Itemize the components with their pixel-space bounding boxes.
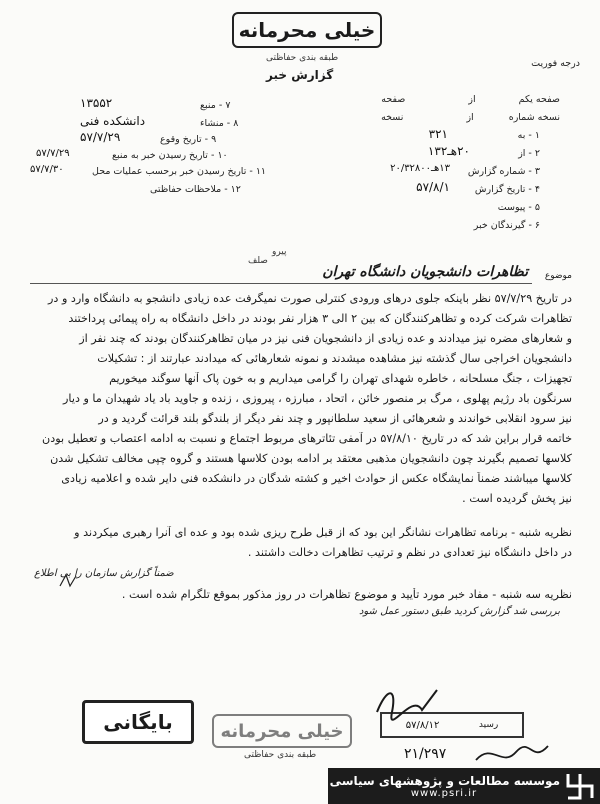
field-source-value: ۱۳۵۵۲ [80, 96, 113, 110]
classification-text: خیلی محرمانه [238, 18, 376, 42]
field-page: صفحه یکم از صفحه [381, 94, 560, 105]
handwritten-note: ضمناً گزارش سازمان را بی اطلاع [34, 568, 174, 579]
received-label: رسید [478, 720, 499, 730]
institute-name: موسسه مطالعات و پژوهشهای سیاسی [329, 773, 560, 788]
signature-icon [58, 572, 80, 590]
field-occurrence-value: ۵۷/۷/۲۹ [80, 130, 121, 144]
body-line: خاتمه قرار براین شد که در تاریخ ۵۷/۸/۱۰ در آمفی تئاترهای مربوط اجتماع و نسبت به ادامه اعتصاب و تعطیل بودن [42, 432, 572, 445]
field-occurrence-label: ۹ - تاریخ وقوع [160, 134, 217, 145]
body-line: کلاسها میباشند ضمناً نمایشگاه عکس از حوادث اخیر و کشته شدگان در دانشکده فنی دایر شده و اعلامیه زیادی [61, 472, 572, 485]
archive-stamp: بایگانی [82, 700, 194, 744]
institute-url: www.psri.ir [410, 787, 478, 799]
signature-icon [472, 740, 552, 770]
field-receipt-source-label: ۱۰ - تاریخ رسیدن خبر به منبع [112, 150, 228, 161]
handwritten-number: ۲۱/۲۹۷ [404, 746, 447, 762]
field-recipients-label: ۶ - گیرندگان خبر [473, 220, 540, 231]
subject-label: موضوع [544, 271, 572, 281]
field-to-value: ۳۲۱ [428, 127, 448, 141]
field-receipt-source-value: ۵۷/۷/۲۹ [36, 148, 70, 159]
field-from-label: ۲ - از [518, 148, 540, 159]
received-date: ۵۷/۸/۱۲ [405, 719, 440, 731]
body-line: سرنگون باد رژیم پهلوی ، مرگ بر منصور خائن ، اتحاد ، مبارزه ، پیروزی ، زنده و جاوید باد یاد شهیدان ما و دیار [63, 392, 572, 405]
field-to-label: ۱ - به [517, 130, 540, 141]
field-origin-label: ۸ - منشاء [200, 118, 239, 129]
subject-page-mark: صلف [248, 256, 268, 266]
institute-logo-bar [328, 768, 600, 804]
signature-icon [372, 682, 442, 722]
subject-page-mark2: پیرو [272, 247, 287, 257]
body-line: نیز پخش گردیده است . [462, 492, 572, 505]
analysis-line: نظریه شنبه - برنامه تظاهرات نشانگر این بود که از قبل طرح ریزی شده بود و عده ای آنرا رهبری میکردند و [74, 526, 572, 539]
field-origin-value: دانشکده فنی [80, 114, 146, 128]
body-line: نیز سرود انقلابی خواندند و شعرهائی از سعید سلطانپور و چند نفر دیگر از بلندگو بلند قرائت گردید و در [98, 412, 572, 425]
body-line: تظاهرات شرکت کرده و تظاهرکنندگان که بین ۲ الی ۳ هزار نفر بودند در داخل دانشگاه به راه پیمائی پرداختند [68, 312, 572, 325]
report-title: گزارش خبر [266, 68, 334, 82]
field-report-date-label: ۴ - تاریخ گزارش [474, 184, 540, 195]
field-attachment-label: ۵ - پیوست [497, 202, 540, 213]
urgency-label: درجه فوریت [531, 58, 580, 69]
subject-value: تظاهرات دانشجویان دانشگاه تهران [322, 264, 528, 280]
field-receipt-ops-label: ۱۱ - تاریخ رسیدن خبر برحسب عملیات محل [92, 166, 267, 177]
analysis-line: در داخل دانشگاه نیز تعدادی در نظم و ترتیب تظاهرات دخالت داشتند . [247, 546, 572, 559]
analysis-line: نظریه سه شنبه - مفاد خبر مورد تأیید و موضوع تظاهرات در روز مذکور بموقع تلگرام شده است . [121, 588, 572, 601]
field-security-notes-label: ۱۲ - ملاحظات حفاظتی [150, 184, 241, 195]
institute-logo-icon [564, 770, 596, 802]
field-report-date-value: ۵۷/۸/۱ [416, 180, 450, 194]
body-line: تجهیزات ، جنگ مسلحانه ، خاطره شهدای تهران را گرامی میداریم و به خون پاک آنها سوگند میخوریم [109, 372, 572, 385]
field-receipt-ops-value: ۵۷/۷/۳۰ [30, 164, 64, 175]
field-report-no-value: ۱۳هـ۲۰/۳۲۸۰۰ [390, 163, 450, 174]
subject-rule [30, 283, 532, 284]
body-line: دانشجویان اخراجی سال گذشته نیز مشاهده میشدند و نمونه شعارهائی که میدادند عبارتند از : تشکیلات [97, 352, 572, 365]
classification-note: طبقه بندی حفاظتی [266, 53, 339, 63]
classification-stamp-bottom: خیلی محرمانه [212, 714, 352, 748]
body-line: و شعارهای مضره نیز میدادند و عده زیادی از دانشجویان فنی نیز در میان تظاهرکنندگان بودند که چند نفر از [79, 332, 572, 345]
field-copy: نسخه شماره از نسخه [381, 112, 560, 123]
handwritten-note: بررسی شد گزارش کردید طبق دستور عمل شود [358, 606, 560, 617]
classification-stamp [232, 12, 382, 48]
body-line: کلاسها تصمیم بگیرند چون دانشجویان مذهبی معتقد بر ادامه بودن کلاسها هستند و گروه چپی مخالف تشکیل شدن [50, 452, 572, 465]
classification-note-bottom: طبقه بندی حفاظتی [244, 750, 317, 760]
field-report-no-label: ۳ - شماره گزارش [467, 166, 540, 177]
body-line: در تاریخ ۵۷/۷/۲۹ نظر باینکه جلوی درهای ورودی کنترلی صورت نمیگرفت عده زیادی دانشجو به دانشگاه وارد و در [48, 292, 572, 305]
field-from-value: ۲۰هـ۱۳۲ [427, 144, 470, 158]
field-source-label: ۷ - منبع [200, 100, 231, 111]
